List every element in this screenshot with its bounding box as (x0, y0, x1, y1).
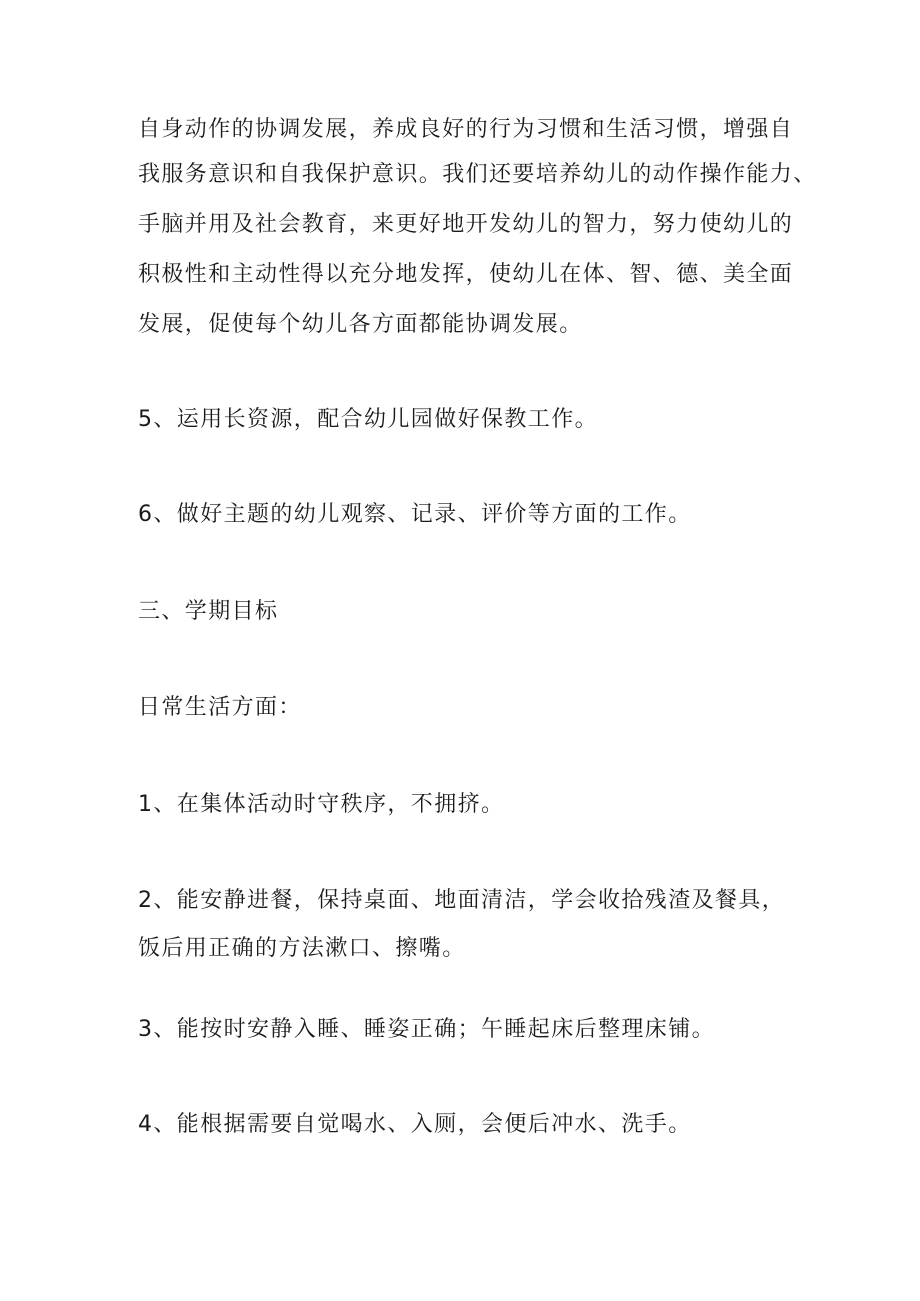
goal-item-3: 3、能按时安静入睡、睡姿正确；午睡起床后整理床铺。 (138, 1017, 715, 1042)
paragraph-line: 发展，促使每个幼儿各方面都能协调发展。 (138, 312, 583, 337)
list-item-6: 6、做好主题的幼儿观察、记录、评价等方面的工作。 (138, 502, 692, 527)
section-heading: 三、学期目标 (138, 599, 279, 624)
paragraph-line: 自身动作的协调发展，养成良好的行为习惯和生活习惯，增强自 (138, 117, 794, 142)
paragraph-line: 我服务意识和自我保护意识。我们还要培养幼儿的动作操作能力、 (138, 162, 817, 187)
goal-item-4: 4、能根据需要自觉喝水、入厕，会便后冲水、洗手。 (138, 1112, 692, 1137)
goal-item-2-line-2: 饭后用正确的方法漱口、擦嘴。 (138, 936, 466, 961)
goal-item-2-line-1: 2、能安静进餐，保持桌面、地面清洁，学会收拾残渣及餐具， (138, 888, 786, 913)
subheading: 日常生活方面： (138, 695, 302, 720)
goal-item-1: 1、在集体活动时守秩序，不拥挤。 (138, 792, 505, 817)
list-item-5: 5、运用长资源，配合幼儿园做好保教工作。 (138, 407, 598, 432)
paragraph-line: 手脑并用及社会教育，来更好地开发幼儿的智力，努力使幼儿的 (138, 212, 794, 237)
paragraph-line: 积极性和主动性得以充分地发挥，使幼儿在体、智、德、美全面 (138, 262, 794, 287)
